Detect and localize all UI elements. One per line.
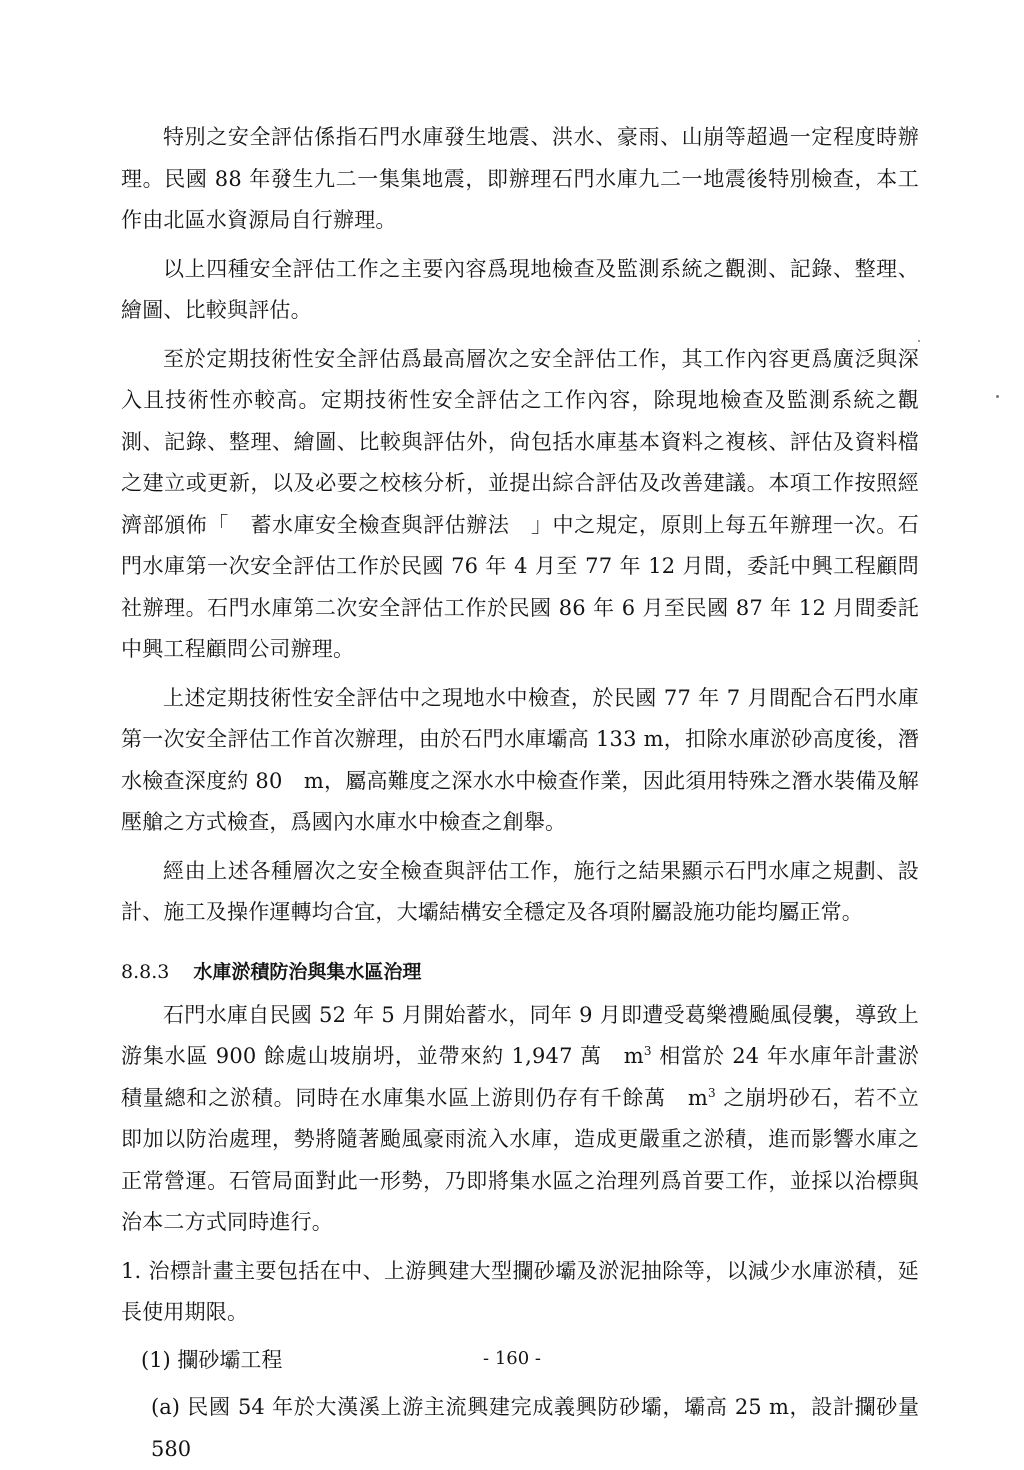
paragraph-special-assessment: 特別之安全評估係指石門水庫發生地震、洪水、豪雨、山崩等超過一定程度時辦理。民國 88 年發生九二一集集地震，即辦理石門水庫九二一地震後特別檢查，本工作由北區水資源局自行辦理。 — [121, 125, 919, 232]
sedimentation-text-2: 相當於 24 年水庫年計畫淤積量總和之淤積。同時在水庫集水區上游則仍存有千餘萬 m — [121, 1044, 919, 1110]
superscript-3: 3 — [708, 1085, 716, 1100]
paragraph-periodic-assessment: 至於定期技術性安全評估爲最高層次之安全評估工作，其工作內容更爲廣泛與深入且技術性亦較高。定期技術性安全評估之工作內容，除現地檢查及監測系統之觀測、記錄、整理、繪圖、比較與評估外，尙包括水庫基本資料之複核、評估及資料檔之建立或更新，以及必要之校核分析，並提出綜合評估及改善建議。本項工作按照經濟部頒佈「 蓄水庫安全檢查與評估辦法 」中之規定，原則上每五年辦理一次。石門水庫第一次安全評估工作於民國 76 年 4 月至 77 年 12 月間，委託中興工程顧問社辦理。石門水庫第二次安全評估工作於民國 86 年 6 月至民國 87 年 12 月間委託中興工程顧問公司辦理。 — [121, 346, 919, 661]
sedimentation-text-3: 之崩坍砂石，若不立即加以防治處理，勢將隨著颱風豪雨流入水庫，造成更嚴重之淤積，進而影響水庫之正常營運。石管局面對此一形勢，乃即將集水區之治理列爲首要工作，並採以治標與治本二方式同時進行。 — [121, 1085, 919, 1234]
paragraph-assessment-results: 經由上述各種層次之安全檢查與評估工作，施行之結果顯示石門水庫之規劃、設計、施工及操作運轉均合宜，大壩結構安全穩定及各項附屬設施功能均屬正常。 — [121, 858, 919, 924]
scan-speck — [996, 395, 999, 398]
superscript-3: 3 — [643, 1044, 652, 1058]
paragraph-sedimentation — [121, 995, 919, 1244]
section-heading — [121, 952, 919, 993]
subsub-item-a: (a) 民國 54 年於大漢溪上游主流興建完成義興防砂壩，壩高 25 m，設計攔砂量 580 — [151, 1395, 919, 1461]
sedimentation-text-1: 石門水庫自民國 52 年 5 月開始蓄水，同年 9 月即遭受葛樂禮颱風侵襲，導致上游集水區 900 餘處山坡崩坍，並帶來約 1,947 萬 m — [121, 1002, 919, 1068]
paragraph-four-assessments: 以上四種安全評估工作之主要內容爲現地檢查及監測系統之觀測、記錄、整理、繪圖、比較與評估。 — [121, 256, 919, 322]
scan-speck — [918, 340, 920, 342]
sub-item-1: (1) 攔砂壩工程 — [141, 1347, 283, 1372]
page-content — [121, 117, 919, 1470]
page-number: - 160 - — [483, 1348, 541, 1369]
paragraph-underwater-inspection: 上述定期技術性安全評估中之現地水中檢查，於民國 77 年 7 月間配合石門水庫第一次安全評估工作首次辦理，由於石門水庫壩高 133 m，扣除水庫淤砂高度後，潛水檢查深度約 80 m，屬高難度之深水水中檢查作業，因此須用特殊之潛水裝備及解壓艙之方式檢查，爲國內水庫水中檢查之創舉。 — [121, 685, 919, 834]
section-number: 8.8.3 — [121, 960, 170, 983]
list-item-1: 1. 治標計畫主要包括在中、上游興建大型攔砂壩及淤泥抽除等，以減少水庫淤積，延長使用期限。 — [121, 1258, 919, 1324]
section-title: 水庫淤積防治與集水區治理 — [193, 960, 422, 983]
